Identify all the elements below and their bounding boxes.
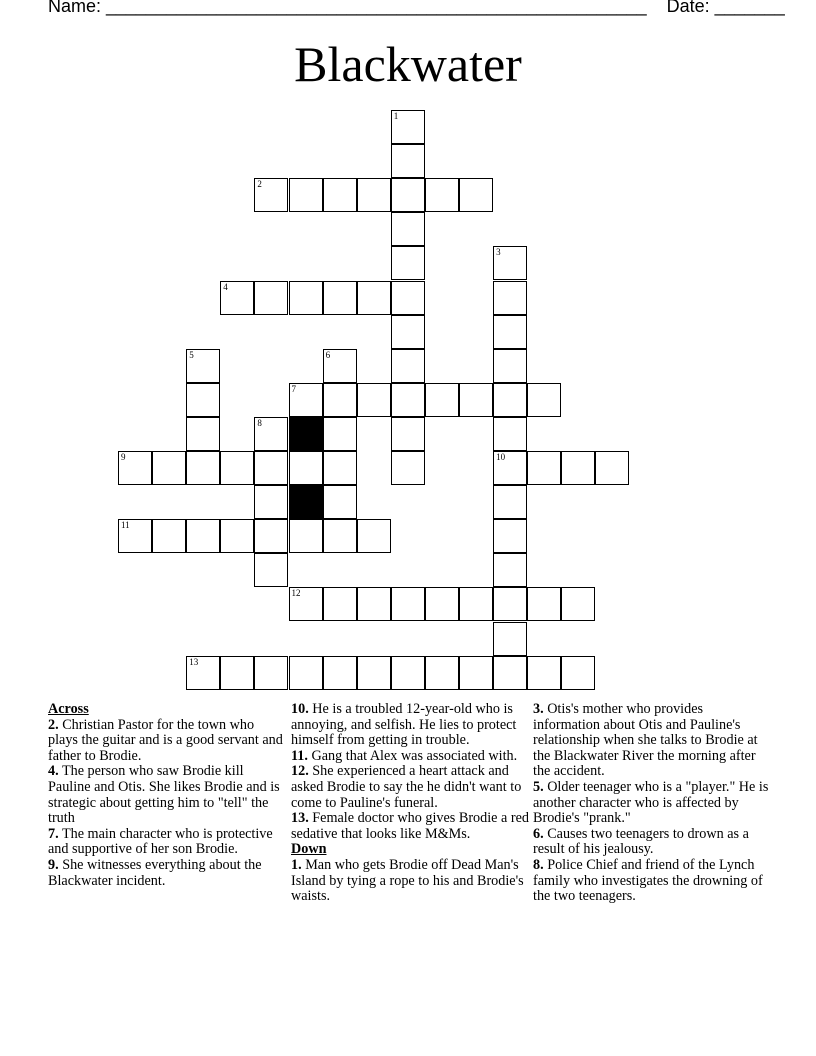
- clue-number: 1: [393, 111, 399, 121]
- letter-square[interactable]: [391, 178, 425, 212]
- letter-square[interactable]: [493, 656, 527, 690]
- clue-item: [48, 827, 284, 858]
- letter-square[interactable]: [459, 587, 493, 621]
- clue-item: [48, 858, 284, 889]
- letter-square[interactable]: [357, 587, 391, 621]
- clue-number-label: 12.: [291, 763, 309, 780]
- clue-text: She witnesses everything about the Blackwater incident.: [48, 856, 262, 889]
- clue-text: Otis's mother who provides information about Otis and Pauline's relationship when she talks to Brodie at the Blackwater River the morning after the accident.: [533, 701, 758, 780]
- letter-square[interactable]: [493, 519, 527, 553]
- clue-number: 6: [325, 349, 331, 360]
- clue-text: She experienced a heart attack and asked Brodie to say the he didn't want to come to Pauline's funeral.: [291, 763, 522, 811]
- letter-square[interactable]: [561, 587, 595, 621]
- clue-item: [291, 811, 529, 842]
- letter-square[interactable]: [391, 417, 425, 451]
- letter-square[interactable]: [561, 451, 595, 485]
- clue-text: Police Chief and friend of the Lynch family who investigates the drowning of the two teenagers.: [533, 856, 763, 905]
- clue-text: The person who saw Brodie kill Pauline and Otis. She likes Brodie and is strategic about getting him to "tell" the truth: [48, 763, 280, 827]
- clue-number: 10: [496, 452, 506, 462]
- letter-square[interactable]: [323, 349, 357, 383]
- letter-square[interactable]: [357, 656, 391, 690]
- clue-number: 11: [121, 520, 130, 531]
- clue-number: 3: [496, 247, 501, 258]
- clue-number: 13: [189, 656, 199, 667]
- letter-square[interactable]: [493, 281, 527, 315]
- letter-square[interactable]: [391, 110, 425, 144]
- letter-square[interactable]: [186, 383, 220, 417]
- letter-square[interactable]: [323, 485, 357, 519]
- letter-square[interactable]: [527, 451, 561, 485]
- letter-square[interactable]: [391, 281, 425, 315]
- letter-square[interactable]: [323, 656, 357, 690]
- letter-square[interactable]: [391, 451, 425, 485]
- clue-item: [291, 764, 529, 811]
- letter-square[interactable]: [289, 587, 323, 621]
- letter-square[interactable]: [493, 553, 527, 587]
- letter-square[interactable]: [254, 417, 288, 451]
- letter-square[interactable]: [493, 383, 527, 417]
- black-square: [289, 417, 323, 451]
- letter-square[interactable]: [118, 519, 152, 553]
- letter-square[interactable]: [357, 519, 391, 553]
- letter-square[interactable]: [254, 178, 288, 212]
- letter-square[interactable]: [391, 349, 425, 383]
- clue-text: He is a troubled 12-year-old who is annoying, and selfish. He lies to protect himself from getting in trouble.: [291, 701, 517, 749]
- letter-square[interactable]: [391, 246, 425, 280]
- letter-square[interactable]: [357, 281, 391, 315]
- letter-square[interactable]: [493, 485, 527, 519]
- letter-square[interactable]: [527, 656, 561, 690]
- across-heading: Across: [48, 701, 89, 717]
- clue-item: [291, 702, 529, 749]
- clue-text: Man who gets Brodie off Dead Man's Island by tying a rope to his and Brodie's waists.: [291, 856, 524, 905]
- letter-square[interactable]: [254, 485, 288, 519]
- letter-square[interactable]: [186, 656, 220, 690]
- clue-item: [291, 858, 529, 905]
- letter-square[interactable]: [493, 417, 527, 451]
- letter-square[interactable]: [289, 656, 323, 690]
- clue-number: 2: [257, 179, 262, 190]
- letter-square[interactable]: [357, 383, 391, 417]
- letter-square[interactable]: [289, 451, 323, 485]
- letter-square[interactable]: [391, 383, 425, 417]
- clue-text: Gang that Alex was associated with.: [311, 747, 518, 764]
- clue-text: Christian Pastor for the town who plays the guitar and is a good servant and father to Brodie.: [48, 716, 283, 764]
- clue-text: Causes two teenagers to drown as a result of his jealousy.: [533, 825, 749, 858]
- letter-square[interactable]: [425, 178, 459, 212]
- letter-square[interactable]: [220, 281, 254, 315]
- clue-number-label: 9.: [48, 856, 59, 873]
- clue-number: 4: [223, 281, 228, 292]
- letter-square[interactable]: [459, 383, 493, 417]
- letter-square[interactable]: [254, 451, 288, 485]
- clue-item: [533, 780, 773, 827]
- letter-square[interactable]: [186, 519, 220, 553]
- letter-square[interactable]: [459, 656, 493, 690]
- letter-square[interactable]: [323, 417, 357, 451]
- clue-number-label: 11.: [291, 747, 308, 764]
- letter-square[interactable]: [152, 451, 186, 485]
- letter-square[interactable]: [323, 178, 357, 212]
- letter-square[interactable]: [186, 349, 220, 383]
- letter-square[interactable]: [323, 451, 357, 485]
- clue-item: [48, 764, 284, 826]
- clues-column-1: [48, 702, 284, 889]
- letter-square[interactable]: [118, 451, 152, 485]
- letter-square[interactable]: [254, 519, 288, 553]
- letter-square[interactable]: [220, 519, 254, 553]
- clue-number-label: 8.: [533, 856, 544, 873]
- puzzle-title: Blackwater: [294, 36, 522, 92]
- down-heading: Down: [291, 841, 327, 858]
- clue-text: Female doctor who gives Brodie a red sedative that looks like M&Ms.: [291, 810, 529, 842]
- clue-number: 12: [291, 588, 301, 599]
- letter-square[interactable]: [220, 656, 254, 690]
- clue-number: 5: [189, 349, 194, 360]
- clue-number-label: 2.: [48, 716, 59, 733]
- clue-number-label: 5.: [533, 778, 544, 795]
- letter-square[interactable]: [425, 587, 459, 621]
- letter-square[interactable]: [186, 417, 220, 451]
- black-square: [289, 485, 323, 519]
- letter-square[interactable]: [220, 451, 254, 485]
- letter-square[interactable]: [391, 212, 425, 246]
- clues-column-2: [291, 702, 529, 905]
- letter-square[interactable]: [391, 656, 425, 690]
- clue-item: [533, 827, 773, 858]
- letter-square[interactable]: [254, 281, 288, 315]
- name-date-line[interactable]: Name: ______________________________________________________ Date: _______: [48, 0, 785, 16]
- letter-square[interactable]: [323, 383, 357, 417]
- letter-square[interactable]: [527, 383, 561, 417]
- clue-item: [291, 749, 529, 765]
- clues-column-3: [533, 702, 773, 905]
- letter-square[interactable]: [289, 383, 323, 417]
- letter-square[interactable]: [493, 349, 527, 383]
- letter-square[interactable]: [289, 178, 323, 212]
- letter-square[interactable]: [254, 553, 288, 587]
- letter-square[interactable]: [323, 519, 357, 553]
- clue-number: 7: [291, 383, 296, 394]
- clue-item: [533, 858, 773, 905]
- letter-square[interactable]: [493, 587, 527, 621]
- clue-number-label: 6.: [533, 825, 544, 842]
- clue-number-label: 10.: [291, 701, 309, 717]
- letter-square[interactable]: [493, 622, 527, 656]
- clue-text: The main character who is protective and supportive of her son Brodie.: [48, 825, 273, 858]
- letter-square[interactable]: [391, 587, 425, 621]
- clue-number-label: 4.: [48, 763, 59, 780]
- clue-number: 9: [121, 452, 126, 462]
- letter-square[interactable]: [323, 587, 357, 621]
- letter-square[interactable]: [186, 451, 220, 485]
- clue-number-label: 1.: [291, 856, 302, 873]
- letter-square[interactable]: [289, 281, 323, 315]
- letter-square[interactable]: [425, 656, 459, 690]
- clue-number: 8: [257, 417, 262, 428]
- clue-number-label: 13.: [291, 810, 309, 827]
- letter-square[interactable]: [289, 519, 323, 553]
- clue-item: [533, 702, 773, 780]
- letter-square[interactable]: [391, 315, 425, 349]
- letter-square[interactable]: [595, 451, 629, 485]
- clue-item: [48, 718, 284, 765]
- letter-square[interactable]: [493, 246, 527, 280]
- letter-square[interactable]: [561, 656, 595, 690]
- clue-number-label: 7.: [48, 825, 59, 842]
- clue-number-label: 3.: [533, 701, 544, 717]
- letter-square[interactable]: [493, 451, 527, 485]
- letter-square[interactable]: [459, 178, 493, 212]
- letter-square[interactable]: [493, 315, 527, 349]
- letter-square[interactable]: [391, 144, 425, 178]
- letter-square[interactable]: [425, 383, 459, 417]
- clue-text: Older teenager who is a "player." He is another character who is affected by Brodie's "prank.": [533, 778, 769, 827]
- letter-square[interactable]: [254, 656, 288, 690]
- letter-square[interactable]: [152, 519, 186, 553]
- letter-square[interactable]: [527, 587, 561, 621]
- letter-square[interactable]: [357, 178, 391, 212]
- letter-square[interactable]: [323, 281, 357, 315]
